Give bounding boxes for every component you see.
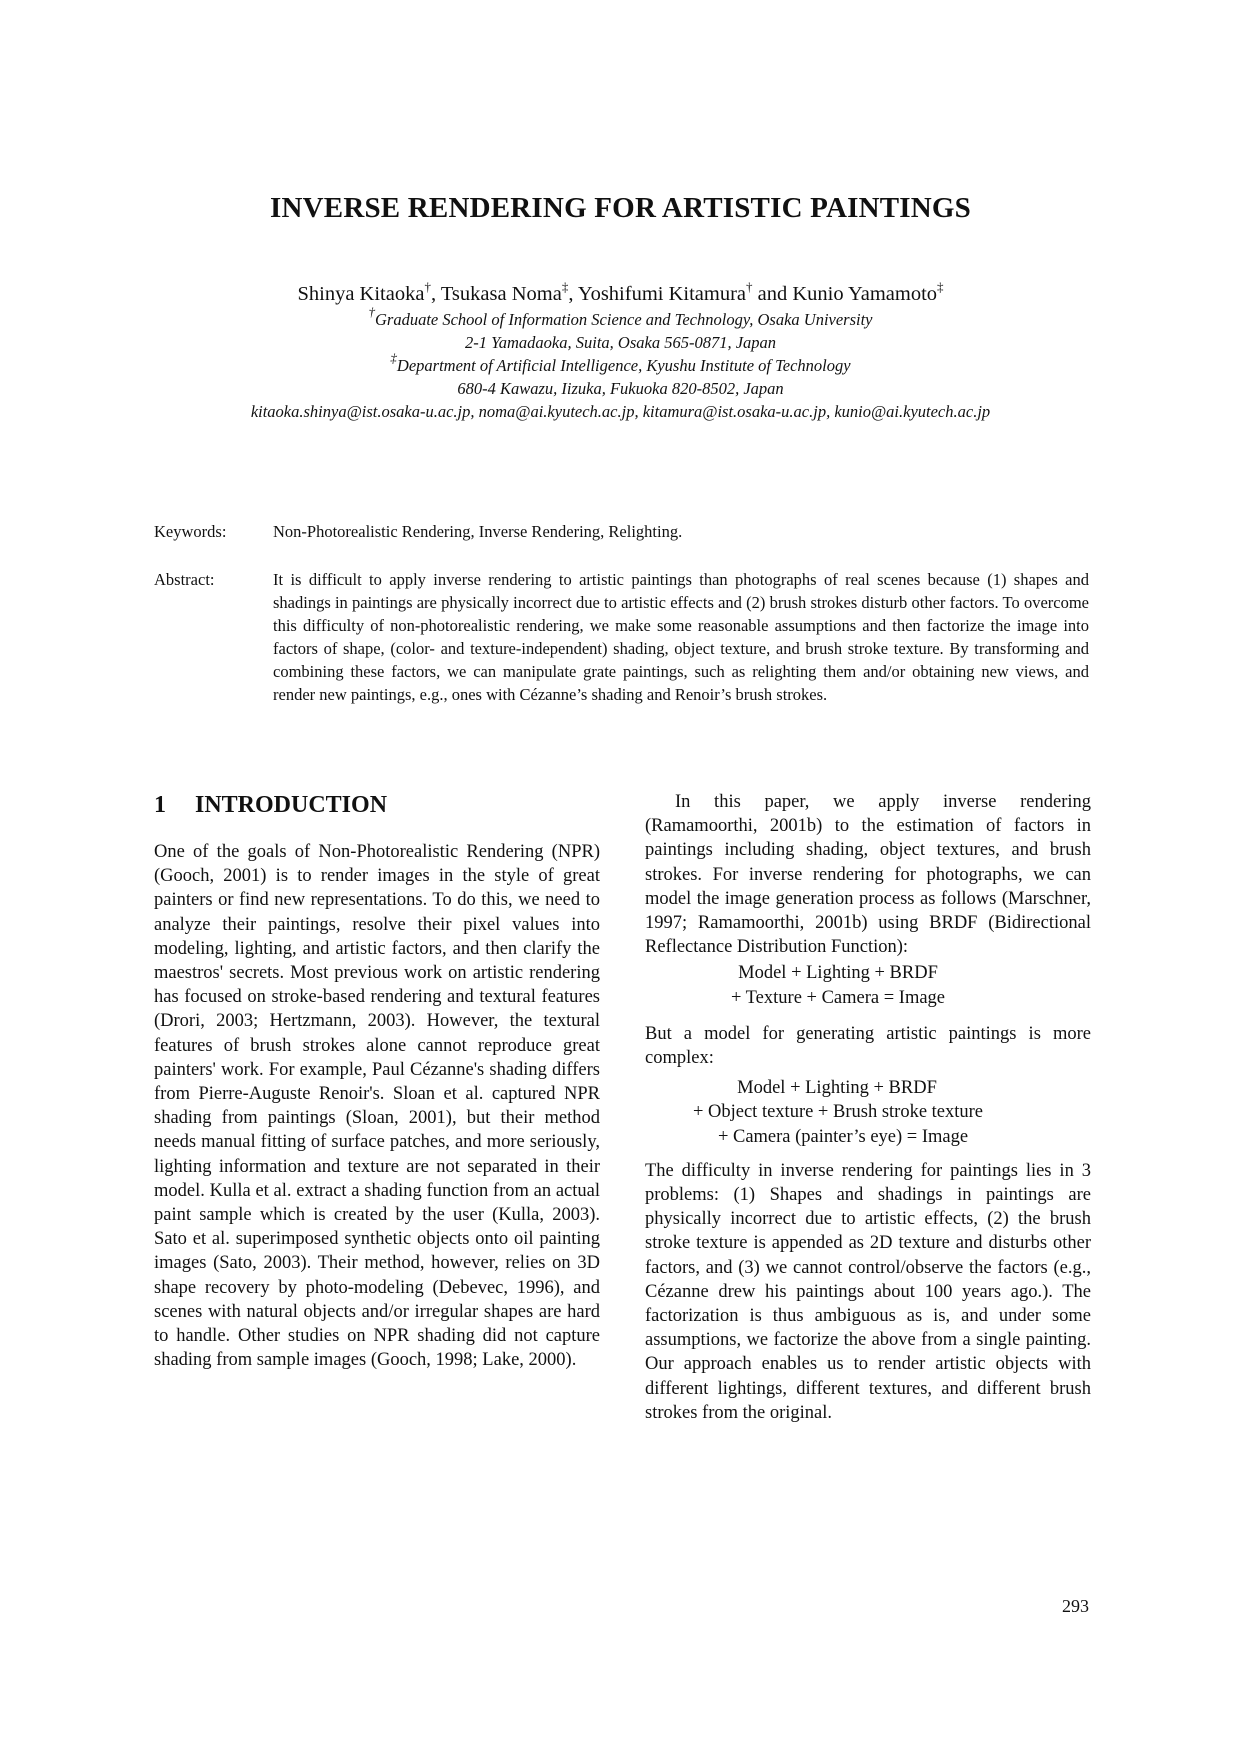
affiliation-text: Graduate School of Information Science and Technology, Osaka University [374, 310, 873, 329]
equation-line: + Camera (painter’s eye) = Image [717, 1126, 969, 1147]
author-name: Tsukasa Noma [440, 283, 562, 305]
affiliation-text: Department of Artificial Intelligence, Kyushu Institute of Technology [396, 356, 851, 375]
section-number: 1 [154, 792, 166, 818]
author-separator: and [752, 283, 793, 305]
author-list [0, 281, 1241, 307]
abstract-section [154, 568, 1089, 706]
paper-title: INVERSE RENDERING FOR ARTISTIC PAINTINGS [270, 192, 971, 224]
equation-photograph-model [645, 961, 1091, 1009]
equation-line: + Object texture + Brush stroke texture [692, 1102, 984, 1123]
left-column [154, 790, 600, 1372]
author-emails: kitaoka.shinya@ist.osaka-u.ac.jp, noma@ai.kyutech.ac.jp, kitamura@ist.osaka-u.ac.jp, kunio@ai.kyutech.ac.jp [250, 402, 991, 421]
section-title: INTRODUCTION [195, 792, 388, 818]
keywords-section [154, 520, 1089, 543]
affiliation-mark: ‡ [390, 350, 397, 365]
intro-paragraph: The difficulty in inverse rendering for paintings lies in 3 problems: (1) Shapes and shadings in paintings are physically incorrect due to artistic effects, (2) the brush stroke texture is appended as 2D texture and disturbs other factors, and (3) we cannot control/observe the factors (e.g., Cézanne drew his paintings about 100 years ago.). The factorization is thus ambiguous as is, and under some assumptions, we factorize the above from a single painting. Our approach enables us to render artistic objects with different lightings, different textures, and different brush strokes from the original. [645, 1160, 1091, 1423]
author-affiliation-mark: † [746, 279, 753, 294]
keywords-text: Non-Photorealistic Rendering, Inverse Rendering, Relighting. [273, 522, 683, 541]
intro-paragraph: In this paper, we apply inverse rendering (Ramamoorthi, 2001b) to the estimation of factors in paintings including shading, object textures, and brush strokes. For inverse rendering for photographs, we can model the image generation process as follows (Marschner, 1997; Ramamoorthi, 2001b) using BRDF (Bidirectional Reflectance Distribution Function): [645, 792, 1091, 958]
abstract-label: Abstract: [154, 570, 215, 589]
equation-line: Model + Lighting + BRDF [738, 963, 938, 984]
author-name: Yoshifumi Kitamura [577, 283, 746, 305]
author-separator: , [568, 283, 578, 305]
affiliation-address: 680-4 Kawazu, Iizuka, Fukuoka 820-8502, Japan [457, 379, 784, 398]
equation-line: Model + Lighting + BRDF [737, 1078, 937, 1099]
author-name: Shinya Kitaoka [297, 283, 425, 305]
intro-paragraph: One of the goals of Non-Photorealistic Rendering (NPR) (Gooch, 2001) is to render images in the style of great painters or find new representations. To do this, we need to analyze their paintings, resolve their pixel values into modeling, lighting, and artistic factors, and then clarify the maestros' secrets. Most previous work on artistic rendering has focused on stroke-based rendering and textural features (Drori, 2003; Hertzmann, 2003). However, the textural features of brush strokes alone cannot reproduce great painters' work. For example, Paul Cézanne's shading differs from Pierre-Auguste Renoir's. Sloan et al. captured NPR shading from paintings (Sloan, 2001), but their method needs manual fitting of surface patches, and more seriously, lighting information and texture are not separated in their model. Kulla et al. extract a shading function from an actual paint sample which is created by the user (Kulla, 2003). Sato et al. superimposed synthetic objects onto oil painting images (Sato, 2003). Their method, however, relies on 3D shape recovery by photo-modeling (Debevec, 1996), and scenes with natural objects and/or irregular shapes are hard to handle. Other studies on NPR shading did not capture shading from sample images (Gooch, 1998; Lake, 2000). [154, 842, 600, 1371]
abstract-text: It is difficult to apply inverse rendering to artistic paintings than photographs of real scenes because (1) shapes and shadings in paintings are physically incorrect due to artistic effects and (2) brush strokes disturb other factors. To overcome this difficulty of non-photorealistic rendering, we make some reasonable assumptions and then factorize the image into factors of shape, (color- and texture-independent) shading, object texture, and brush stroke texture. By transforming and combining these factors, we can manipulate grate paintings, such as relighting them and/or obtaining new views, and render new paintings, e.g., ones with Cézanne’s shading and Renoir’s brush strokes. [273, 570, 1089, 704]
affiliation-line [0, 350, 1241, 377]
affiliations [0, 304, 1241, 423]
author-affiliation-mark: ‡ [561, 279, 569, 294]
affiliation-mark: † [368, 304, 375, 319]
page-number: 293 [1062, 1596, 1089, 1616]
intro-paragraph: But a model for generating artistic paintings is more complex: [645, 1023, 1091, 1069]
author-separator: , [430, 283, 441, 305]
right-column [645, 790, 1091, 1425]
section-heading [154, 790, 600, 820]
affiliation-line [0, 304, 1241, 331]
keywords-label: Keywords: [154, 522, 227, 541]
equation-line: + Texture + Camera = Image [730, 987, 946, 1008]
affiliation-address: 2-1 Yamadaoka, Suita, Osaka 565-0871, Japan [464, 333, 777, 352]
author-affiliation-mark: ‡ [937, 279, 944, 294]
author-affiliation-mark: † [424, 279, 431, 294]
author-name: Kunio Yamamoto [792, 283, 938, 305]
equation-painting-model [645, 1076, 1091, 1149]
